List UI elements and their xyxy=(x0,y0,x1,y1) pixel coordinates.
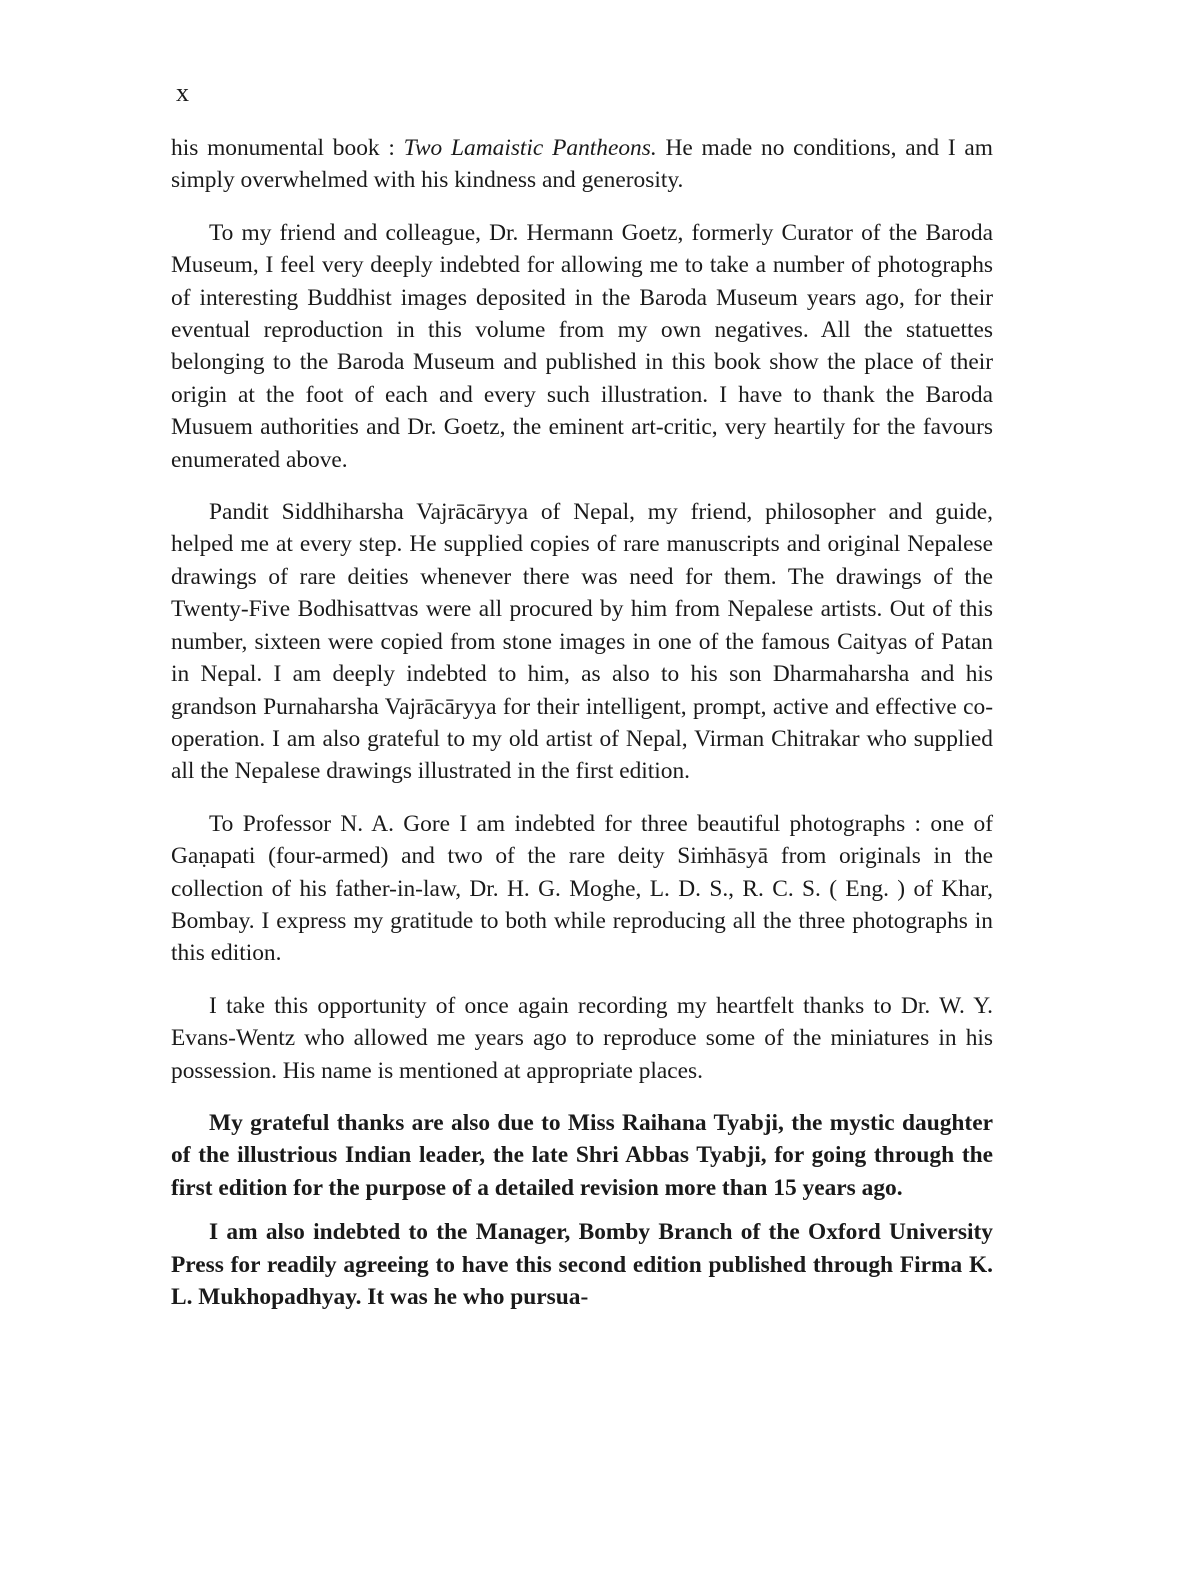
paragraph-text: He made no conditions, and I am simply overwhelmed with his kindness and generosity. xyxy=(171,135,993,194)
paragraph-text: his monumental book : xyxy=(171,135,404,161)
paragraph-oxford: I am also indebted to the Manager, Bomby Branch of the Oxford University Press for readily agreeing to have this second edition published through Firma K. L. Mukhopadhyay. It was he who pursua- xyxy=(171,1219,993,1310)
paragraph-vajracaryya: Pandit Siddhiharsha Vajrācāryya of Nepal, my friend, philosopher and guide, helped me at every step. He supplied copies of rare manuscripts and original Nepalese drawings of rare deities whenever there was need for them. The drawings of the Twenty-Five Bodhisattvas were all procured by him from Nepalese artists. Out of this number, sixteen were copied from stone images in one of the famous Caityas of Patan in Nepal. I am deeply indebted to him, as also to his son Dharmaharsha and his grandson Purnaharsha Vajrācāryya for their intelligent, prompt, active and effective co-operation. I am also grateful to my old artist of Nepal, Virman Chitrakar who supplied all the Nepalese drawings illustrated in the first edition. xyxy=(171,499,993,785)
body-text xyxy=(171,132,993,1333)
paragraph-goetz: To my friend and colleague, Dr. Hermann Goetz, formerly Curator of the Baroda Museum, I feel very deeply indebted for allowing me to take a number of photographs of interesting Buddhist images deposited in the Baroda Museum years ago, for their eventual reproduction in this volume from my own negatives. All the statuettes belonging to the Baroda Museum and published in this book show the place of their origin at the foot of each and every such illustration. I have to thank the Baroda Musuem authorities and Dr. Goetz, the eminent art-critic, very heartily for the favours enumerated above. xyxy=(171,219,993,473)
paragraph-gore: To Professor N. A. Gore I am indebted for three beautiful photographs : one of Gaṇapati (four-armed) and two of the rare deity Siṁhāsyā from originals in the collection of his father-in-law, Dr. H. G. Moghe, L. D. S., R. C. S. ( Eng. ) of Khar, Bombay. I express my gratitude to both while reproducing all the three photographs in this edition. xyxy=(171,810,993,967)
paragraph-evans-wentz: I take this opportunity of once again recording my heartfelt thanks to Dr. W. Y. Evans-Wentz who allowed me years ago to reproduce some of the miniatures in his possession. His name is mentioned at appropriate places. xyxy=(171,992,993,1084)
paragraph-tyabji: My grateful thanks are also due to Miss Raihana Tyabji, the mystic daughter of the illustrious Indian leader, the late Shri Abbas Tyabji, for going through the first edition for the purpose of a detailed revision more than 15 years ago. xyxy=(171,1109,993,1201)
page-number: x xyxy=(176,78,190,107)
book-title: Two Lamaistic Pantheons. xyxy=(403,135,657,161)
paragraph-goetz-intro xyxy=(171,132,993,197)
